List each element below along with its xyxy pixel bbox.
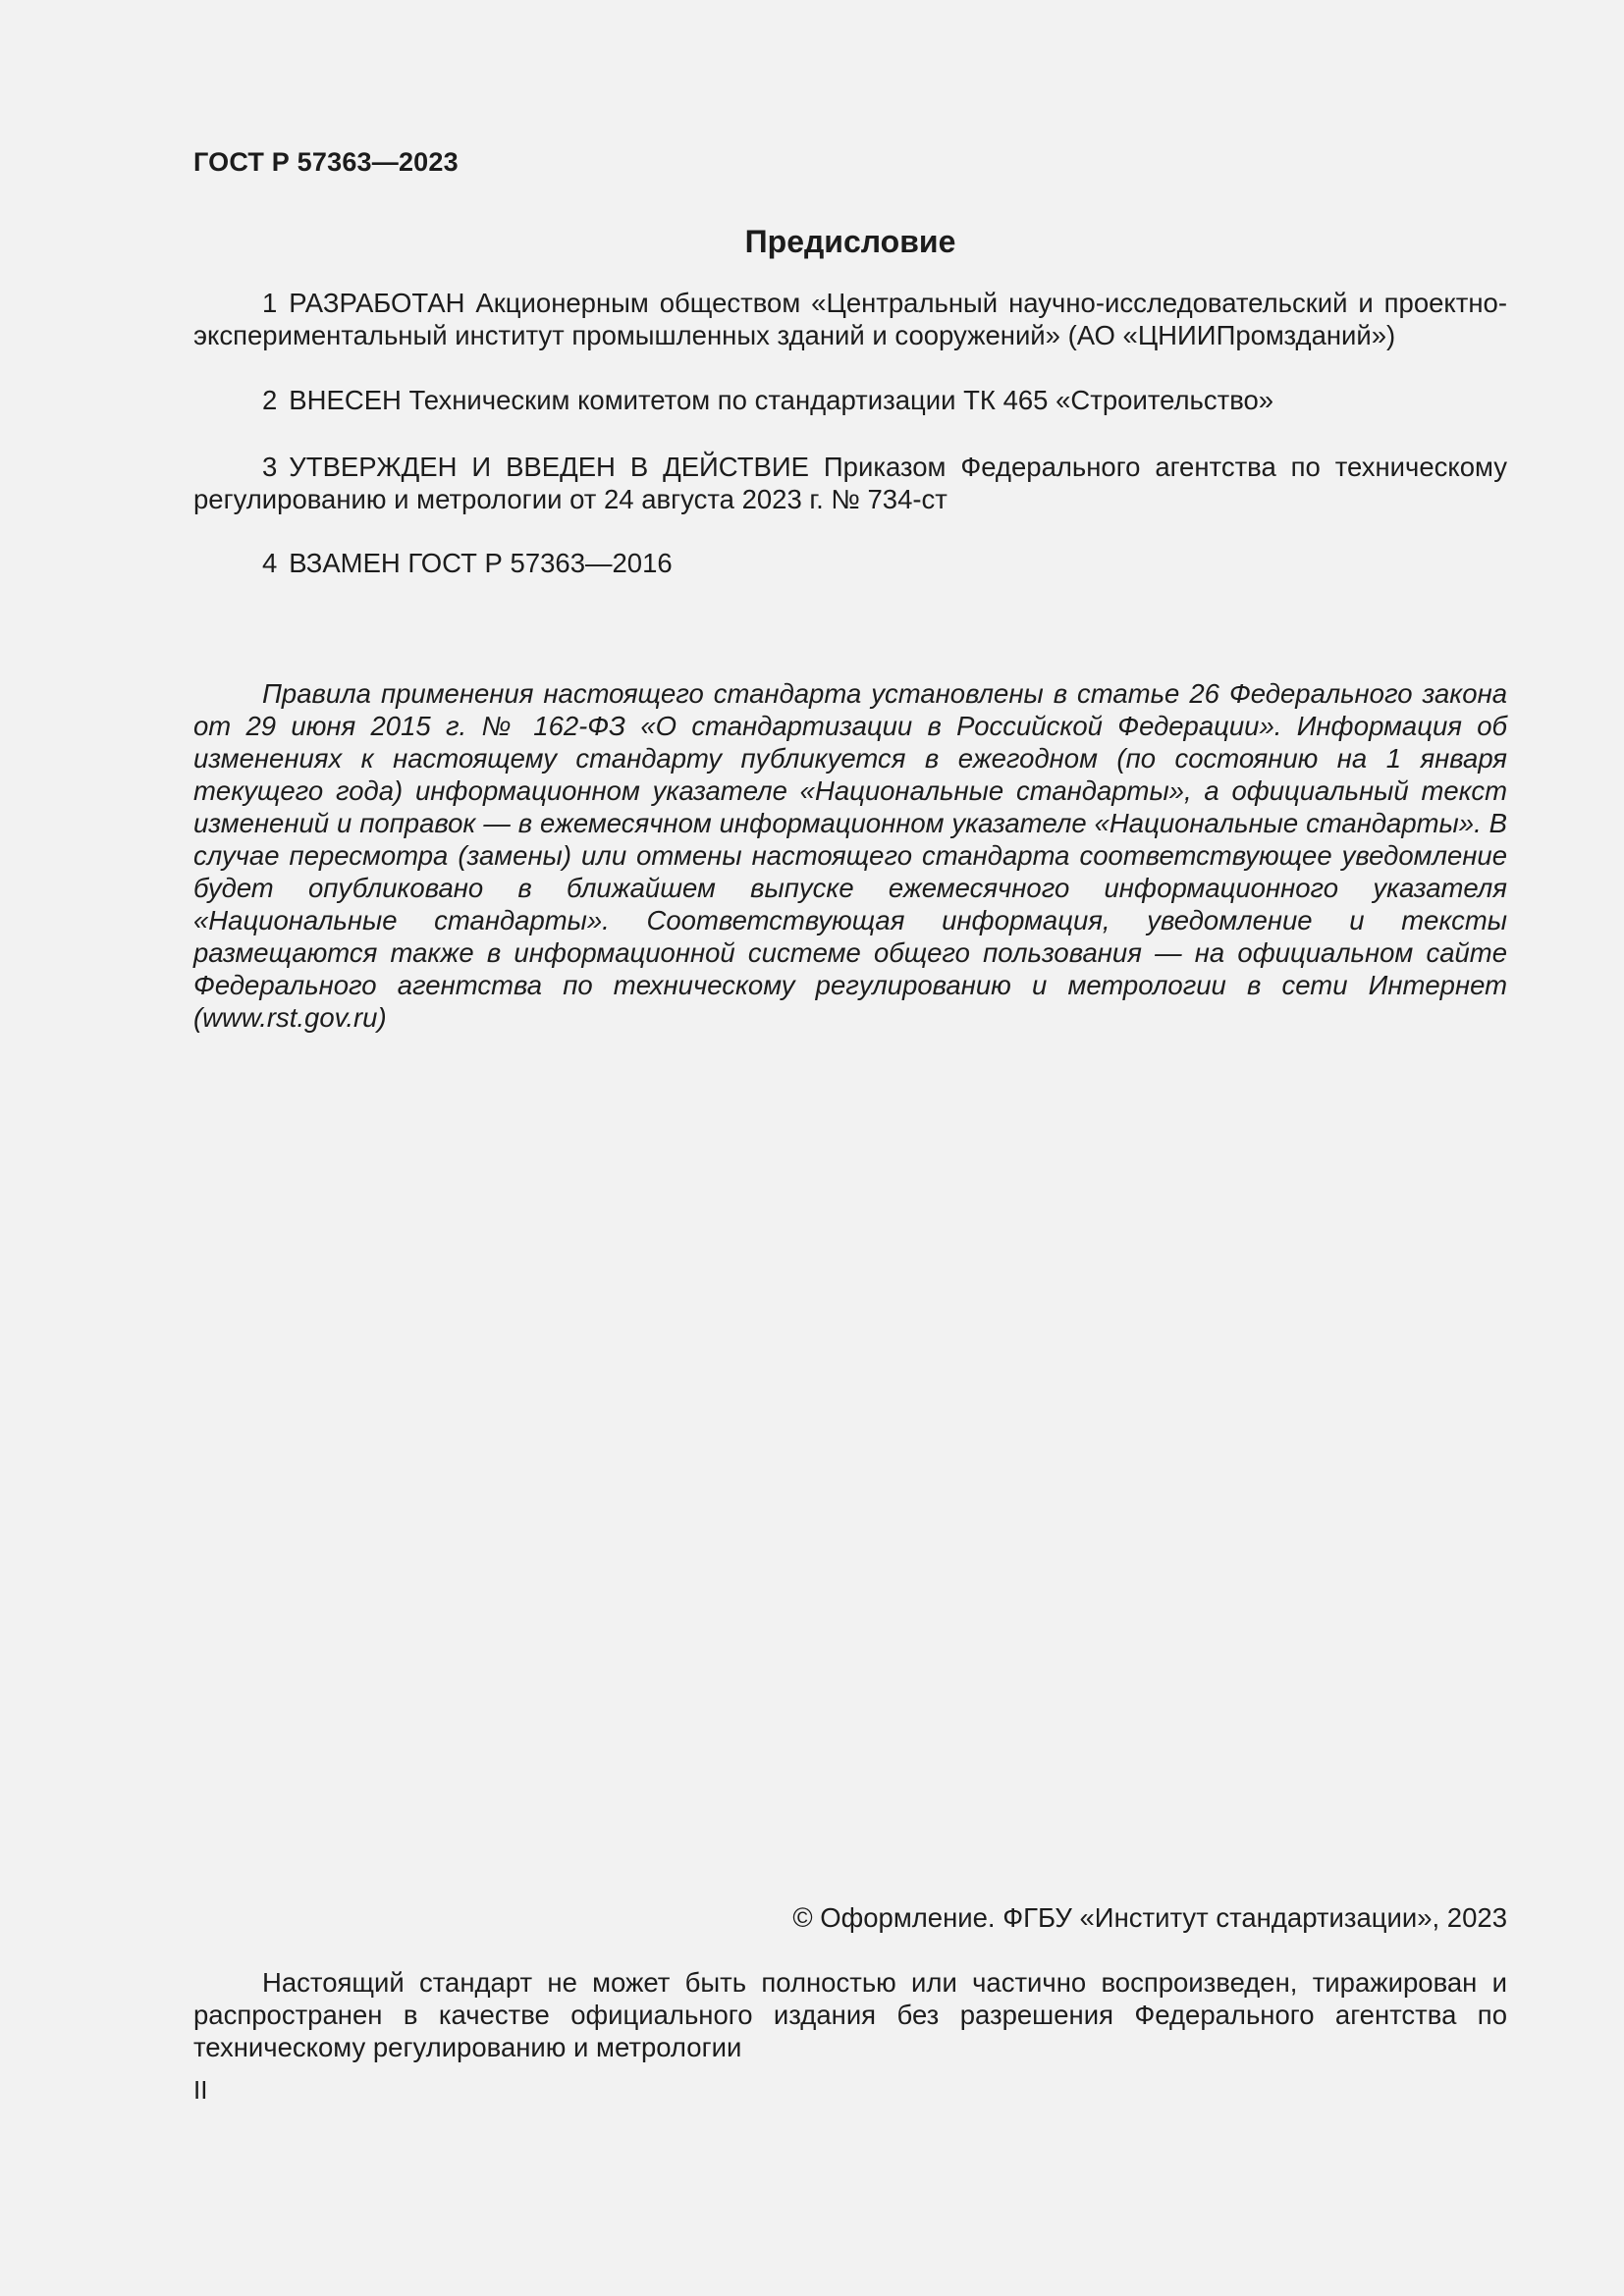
preface-item-number: 1 bbox=[262, 288, 278, 318]
preface-item-2 bbox=[193, 384, 1507, 416]
preface-item-text: УТВЕРЖДЕН И ВВЕДЕН В ДЕЙСТВИЕ Приказом Федерального агентства по техническому регулированию и метрологии от 24 августа 2023 г. № 734-ст bbox=[193, 452, 1507, 514]
preface-item-4 bbox=[193, 547, 1507, 579]
preface-item-text: ВНЕСЕН Техническим комитетом по стандартизации ТК 465 «Строительство» bbox=[289, 385, 1274, 415]
preface-item-text: ВЗАМЕН ГОСТ Р 57363—2016 bbox=[289, 548, 673, 578]
rules-note: Правила применения настоящего стандарта установлены в статье 26 Федерального закона от 29 июня 2015 г. № 162-ФЗ «О стандартизации в Российской Федерации». Информация об изменениях к настоящему стандарту публикуется в ежегодном (по состоянию на 1 января текущего года) информационном указателе «Национальные стандарты», а официальный текст изменений и поправок — в ежемесячном информационном указателе «Национальные стандарты». В случае пересмотра (замены) или отмены настоящего стандарта соответствующее уведомление будет опубликовано в ближайшем выпуске ежемесячного информационного указателя «Национальные стандарты». Соответствующая информация, уведомление и тексты размещаются также в информационной системе общего пользования — на официальном сайте Федерального агентства по техническому регулированию и метрологии в сети Интернет (www.rst.gov.ru) bbox=[193, 678, 1507, 1033]
preface-item-1 bbox=[193, 287, 1507, 351]
document-code: ГОСТ Р 57363—2023 bbox=[193, 147, 459, 177]
copyright-line: © Оформление. ФГБУ «Институт стандартизации», 2023 bbox=[792, 1902, 1507, 1933]
page-number: II bbox=[193, 2075, 208, 2105]
document-page bbox=[193, 0, 1507, 2296]
reproduction-notice: Настоящий стандарт не может быть полностью или частично воспроизведен, тиражирован и распространен в качестве официального издания без разрешения Федерального агентства по техническому регулированию и метрологии bbox=[193, 1967, 1507, 2062]
preface-item-number: 4 bbox=[262, 548, 278, 578]
preface-item-number: 3 bbox=[262, 452, 278, 482]
preface-item-text: РАЗРАБОТАН Акционерным обществом «Центральный научно-исследовательский и проектно-экспериментальный институт промышленных зданий и сооружений» (АО «ЦНИИПромзданий») bbox=[193, 288, 1507, 350]
page-title: Предисловие bbox=[744, 224, 956, 259]
preface-item-number: 2 bbox=[262, 385, 278, 415]
preface-item-3 bbox=[193, 451, 1507, 515]
